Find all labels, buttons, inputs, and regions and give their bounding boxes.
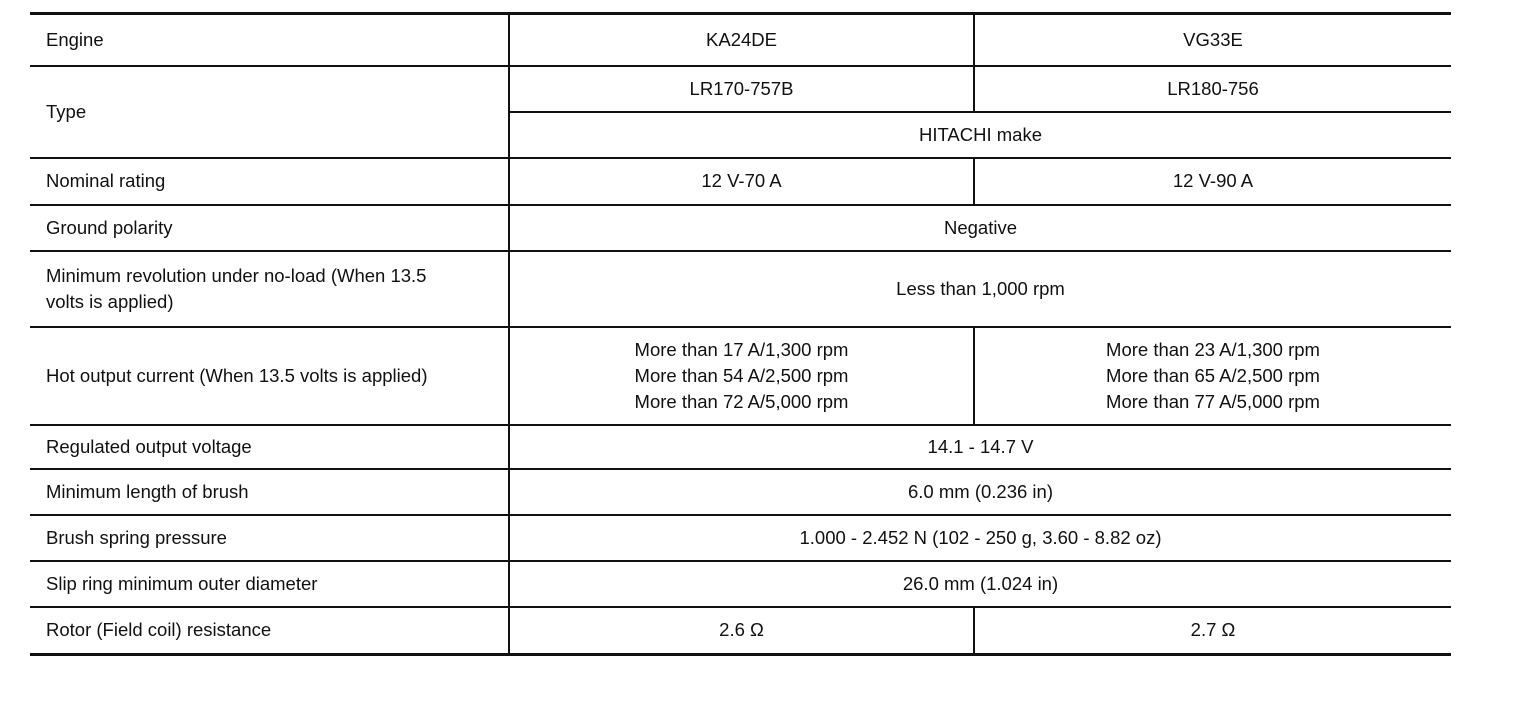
label-engine: Engine — [46, 28, 104, 50]
hot-output-ka — [509, 327, 974, 425]
hot-output-ka-2500: More than 54 A/2,500 rpm — [634, 364, 849, 386]
label-brush-length: Minimum length of brush — [30, 469, 509, 515]
type-make: HITACHI make — [509, 112, 1451, 158]
label-slip-ring: Slip ring minimum outer diameter — [30, 561, 509, 607]
hot-output-ka-5000: More than 72 A/5,000 rpm — [634, 390, 849, 412]
label-min-revolution — [30, 251, 509, 327]
hot-output-vg-1300: More than 23 A/1,300 rpm — [1106, 338, 1320, 360]
row-min-revolution — [30, 251, 1451, 327]
engine-ka: KA24DE — [509, 14, 974, 66]
label-ground-polarity: Ground polarity — [30, 205, 509, 251]
row-regulated-voltage — [30, 425, 1451, 469]
label-spring-pressure: Brush spring pressure — [30, 515, 509, 561]
row-slip-ring — [30, 561, 1451, 607]
hot-output-vg-2500: More than 65 A/2,500 rpm — [1106, 364, 1320, 386]
row-type — [30, 66, 1451, 112]
type-ka: LR170-757B — [509, 66, 974, 112]
hot-output-vg-5000: More than 77 A/5,000 rpm — [1106, 390, 1320, 412]
label-type: Type — [30, 66, 509, 158]
label-min-revolution-line1: Minimum revolution under no-load (When 13.5 — [46, 264, 427, 286]
slip-ring-value: 26.0 mm (1.024 in) — [509, 561, 1451, 607]
row-brush-length — [30, 469, 1451, 515]
nominal-rating-ka: 12 V-70 A — [509, 158, 974, 205]
spring-pressure-value: 1.000 - 2.452 N (102 - 250 g, 3.60 - 8.82 oz) — [509, 515, 1451, 561]
engine-vg: VG33E — [974, 14, 1451, 66]
label-regulated-voltage: Regulated output voltage — [30, 425, 509, 469]
row-nominal-rating — [30, 158, 1451, 205]
regulated-voltage-value: 14.1 - 14.7 V — [509, 425, 1451, 469]
label-min-revolution-line2: volts is applied) — [46, 290, 174, 312]
hot-output-ka-1300: More than 17 A/1,300 rpm — [634, 338, 849, 360]
rotor-resistance-vg: 2.7 Ω — [974, 607, 1451, 655]
label-nominal-rating: Nominal rating — [30, 158, 509, 205]
type-vg: LR180-756 — [974, 66, 1451, 112]
brush-length-value: 6.0 mm (0.236 in) — [509, 469, 1451, 515]
row-rotor-resistance — [30, 607, 1451, 655]
row-spring-pressure — [30, 515, 1451, 561]
hot-output-vg — [974, 327, 1451, 425]
min-revolution-value: Less than 1,000 rpm — [509, 251, 1451, 327]
row-engine — [30, 14, 1451, 66]
row-hot-output — [30, 327, 1451, 425]
label-hot-output: Hot output current (When 13.5 volts is applied) — [30, 327, 509, 425]
row-ground-polarity — [30, 205, 1451, 251]
nominal-rating-vg: 12 V-90 A — [974, 158, 1451, 205]
label-rotor-resistance: Rotor (Field coil) resistance — [30, 607, 509, 655]
ground-polarity-value: Negative — [509, 205, 1451, 251]
rotor-resistance-ka: 2.6 Ω — [509, 607, 974, 655]
alternator-spec-table — [30, 12, 1451, 656]
